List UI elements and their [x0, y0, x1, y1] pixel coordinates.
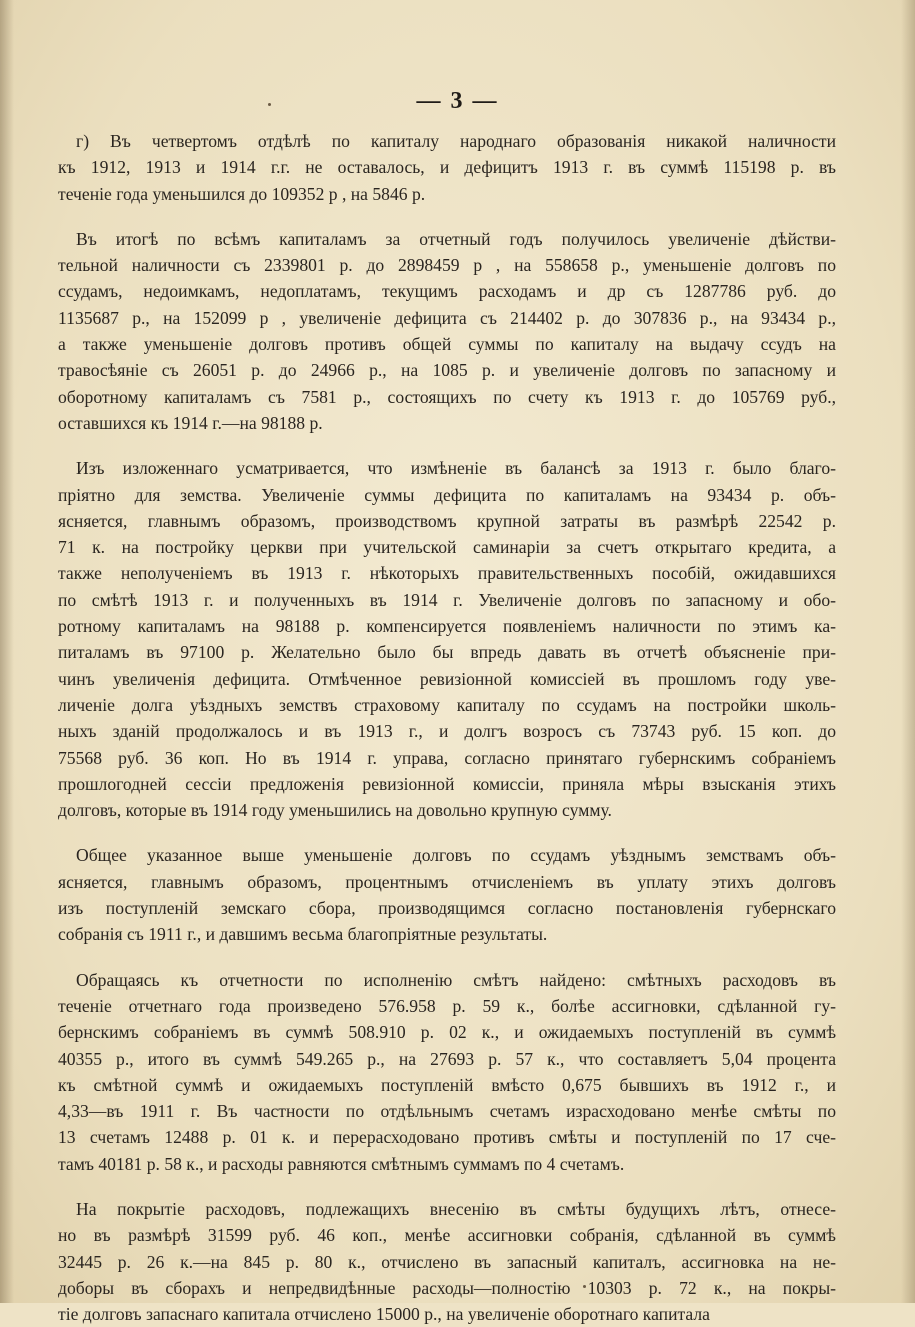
text-line: 75568 руб. 36 коп. Но въ 1914 г. управа, согласно принятаго губернскимъ собраніемъ: [58, 747, 836, 768]
text-line: тельной наличности съ 2339801 р. до 2898459 р , на 558658 р., уменьшеніе долговъ по: [58, 255, 836, 276]
text-line: питаламъ въ 97100 р. Желательно было бы впредь давать въ отчетѣ объясненіе при-: [58, 642, 836, 663]
paragraph-gap: [58, 1177, 836, 1196]
paragraph: [58, 455, 836, 823]
text-line: оставшихся къ 1914 г.—на 98188 р.: [58, 412, 323, 433]
paragraph-gap: [58, 207, 836, 226]
text-line: пріятно для земства. Увеличеніе суммы дефицита по капиталамъ на 93434 р. объ-: [58, 484, 836, 505]
paragraph-gap: [58, 948, 836, 967]
page-left-edge: [0, 0, 14, 1303]
text-line: оборотному капиталамъ съ 7581 р., состоящихъ по счету къ 1913 г. до 105769 руб.,: [58, 386, 836, 407]
text-line: къ смѣтной суммѣ и ожидаемыхъ поступленій вмѣсто 0,675 бывшихъ въ 1912 г., и: [58, 1074, 836, 1095]
text-line: На покрытіе расходовъ, подлежащихъ внесенію въ смѣты будущихъ лѣтъ, отнесе-: [76, 1198, 836, 1219]
text-line: Обращаясь къ отчетности по исполненію смѣтъ найдено: смѣтныхъ расходовъ въ: [76, 969, 836, 990]
text-line: 32445 р. 26 к.—на 845 р. 80 к., отчислено въ запасный капиталъ, ассигновка на не-: [58, 1251, 836, 1272]
text-line: 40355 р., итого въ суммѣ 549.265 р., на 27693 р. 57 к., что составляетъ 5,04 процента: [58, 1048, 836, 1069]
text-line: 71 к. на постройку церкви при учительской саминаріи за счетъ открытаго кредита, а: [58, 537, 836, 558]
text-line: чинъ увеличенія дефицита. Отмѣченное ревизіонной комиссіей въ прошломъ году уве-: [58, 668, 836, 689]
text-line: ныхъ зданій продолжалось и въ 1913 г., и долгъ возросъ съ 73743 руб. 15 коп. до: [58, 721, 836, 742]
text-line: Общее указанное выше уменьшеніе долговъ по ссудамъ уѣзднымъ земствамъ объ-: [76, 845, 836, 866]
paragraph: [58, 128, 836, 207]
text-line: ясняется, главнымъ образомъ, производствомъ крупной затраты въ размѣрѣ 22542 р.: [58, 510, 836, 531]
page-right-edge: [901, 0, 915, 1303]
text-line: теченіе года уменьшился до 109352 р , на 5846 р.: [58, 183, 426, 204]
text-line: г) Въ четвертомъ отдѣлѣ по капиталу народнаго образованія никакой наличности: [76, 131, 836, 151]
text-line: тамъ 40181 р. 58 к., и расходы равняются смѣтнымъ суммамъ по 4 счетамъ.: [58, 1153, 625, 1174]
text-line: 4,33—въ 1911 г. Въ частности по отдѣльнымъ счетамъ израсходовано менѣе смѣты по: [58, 1101, 836, 1122]
text-line: ссудамъ, недоимкамъ, недоплатамъ, текущимъ расходамъ и др съ 1287786 руб. до: [58, 281, 836, 302]
paragraph: [58, 842, 836, 947]
text-line: Изъ изложеннаго усматривается, что измѣненіе въ балансѣ за 1913 г. было благо-: [76, 458, 836, 479]
text-line: доборы въ сборахъ и непредвидѣнные расходы—полностію 10303 р. 72 к., на покры-: [58, 1277, 836, 1298]
text-line: по смѣтѣ 1913 г. и полученныхъ въ 1914 г. Увеличеніе долговъ по запасному и обо-: [58, 589, 836, 610]
text-line: 13 счетамъ 12488 р. 01 к. и перерасходовано противъ смѣты и поступленій по 17 сче-: [58, 1127, 836, 1148]
text-line: изъ поступленій земскаго сбора, производящимся согласно постановленія губернскаго: [58, 898, 836, 919]
text-line: также неполученіемъ въ 1913 г. нѣкоторыхъ правительственныхъ пособій, ожидавшихся: [58, 563, 836, 584]
text-line: Въ итогѣ по всѣмъ капиталамъ за отчетный годъ получилось увеличеніе дѣйстви-: [76, 228, 836, 249]
page-number: — 3 —: [416, 88, 499, 114]
text-line: ротному капиталамъ на 98188 р. компенсируется появленіемъ наличности по этимъ ка-: [58, 616, 836, 637]
document-body: [58, 128, 836, 1327]
paragraph: [58, 1196, 836, 1327]
text-line: а также уменьшеніе долговъ противъ общей суммы по капиталу на выдачу ссудъ на: [58, 334, 836, 355]
paragraph-gap: [58, 436, 836, 455]
text-line: травосѣяніе съ 26051 р. до 24966 р., на 1085 р. и увеличеніе долговъ по запасному и: [58, 360, 836, 381]
text-line: тіе долговъ запаснаго капитала отчислено 15000 р., на увеличеніе оборотнаго капитала: [58, 1304, 710, 1325]
text-line: къ 1912, 1913 и 1914 г.г. не оставалось, и дефицитъ 1913 г. въ суммѣ 115198 р. въ: [58, 157, 836, 178]
paragraph: [58, 967, 836, 1177]
text-line: ясняется, главнымъ образомъ, процентнымъ отчисленіемъ въ уплату этихъ долговъ: [58, 871, 836, 892]
text-line: собранія съ 1911 г., и давшимъ весьма благопріятные результаты.: [58, 924, 548, 945]
text-line: личеніе долга уѣздныхъ земствъ страховому капиталу по ссудамъ на постройки школь-: [58, 694, 836, 715]
text-line: бернскимъ собраніемъ въ суммѣ 508.910 р. 02 к., и ожидаемыхъ поступленій въ суммѣ: [58, 1022, 836, 1043]
text-line: теченіе отчетнаго года произведено 576.958 р. 59 к., болѣе ассигновки, сдѣланной гу-: [58, 995, 836, 1016]
paragraph: [58, 226, 836, 436]
text-line: 1135687 р., на 152099 р , увеличеніе дефицита съ 214402 р. до 307836 р., на 93434 р.,: [58, 307, 836, 328]
text-line: но въ размѣрѣ 31599 руб. 46 коп., менѣе ассигновки собранія, сдѣланной въ суммѣ: [58, 1225, 836, 1246]
text-line: долговъ, которые въ 1914 году уменьшились на довольно крупную сумму.: [58, 800, 612, 821]
text-line: прошлогодней сессіи предложенія ревизіонной комиссіи, приняла мѣры взысканія этихъ: [58, 773, 836, 794]
paragraph-gap: [58, 823, 836, 842]
